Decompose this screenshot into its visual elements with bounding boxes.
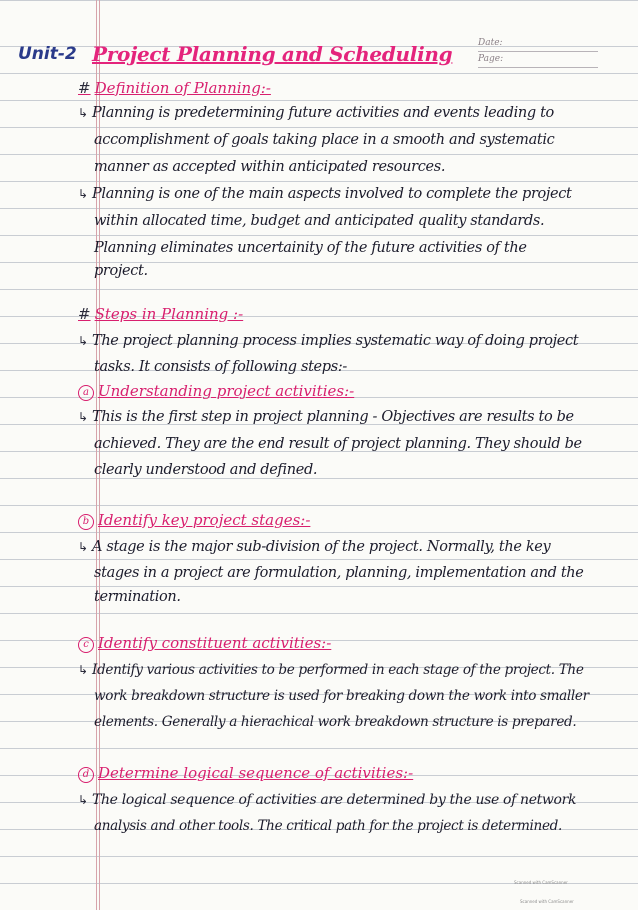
- text-line: [78, 333, 628, 349]
- step-d-heading-text: Determine logical sequence of activities:-: [98, 764, 414, 782]
- scanner-watermark: Scanned with CamScanner: [520, 899, 574, 904]
- line-text: Planning is one of the main aspects involved to complete the project: [92, 186, 572, 202]
- line-text: within allocated time, budget and anticipated quality standards.: [94, 213, 545, 229]
- arrow-bullet-icon: ↳: [78, 540, 88, 554]
- steps-heading: [78, 305, 243, 323]
- line-text: accomplishment of goals taking place in a smooth and systematic: [94, 132, 555, 148]
- line-text: Identify various activities to be performed in each stage of the project. The: [92, 662, 584, 678]
- line-text: manner as accepted within anticipated resources.: [94, 159, 446, 175]
- page-label: Page:: [478, 52, 598, 68]
- line-text: tasks. It consists of following steps:-: [94, 359, 347, 375]
- hash-bullet-icon: #: [78, 79, 91, 97]
- line-text: project.: [94, 263, 148, 279]
- step-d-heading: [78, 764, 413, 783]
- text-line: [78, 539, 628, 555]
- line-text: Planning eliminates uncertainity of the future activities of the: [94, 240, 527, 256]
- arrow-bullet-icon: ↳: [78, 663, 88, 677]
- step-c-heading: [78, 634, 331, 653]
- text-line: [94, 714, 638, 730]
- hash-bullet-icon: #: [78, 305, 91, 323]
- text-line: [78, 792, 628, 808]
- circled-marker-icon: d: [78, 767, 94, 783]
- line-text: achieved. They are the end result of project planning. They should be: [94, 436, 582, 452]
- arrow-bullet-icon: ↳: [78, 410, 88, 424]
- definition-heading-text: Definition of Planning:-: [94, 79, 271, 97]
- line-text: The project planning process implies systematic way of doing project: [92, 333, 579, 349]
- scanner-watermark: Scanned with CamScanner: [514, 880, 568, 885]
- line-text: Planning is predetermining future activities and events leading to: [92, 105, 554, 121]
- line-text: elements. Generally a hierachical work breakdown structure is prepared.: [94, 714, 577, 730]
- arrow-bullet-icon: ↳: [78, 334, 88, 348]
- arrow-bullet-icon: ↳: [78, 106, 88, 120]
- text-line: [94, 359, 638, 375]
- text-line: [94, 132, 638, 148]
- line-text: stages in a project are formulation, planning, implementation and the: [94, 565, 584, 581]
- line-text: termination.: [94, 589, 181, 605]
- line-text: work breakdown structure is used for breaking down the work into smaller: [94, 688, 589, 704]
- text-line: [94, 263, 638, 279]
- step-b-heading: [78, 511, 310, 530]
- text-line: [78, 409, 628, 425]
- line-text: A stage is the major sub-division of the project. Normally, the key: [92, 539, 551, 555]
- step-a-heading-text: Understanding project activities:-: [98, 382, 355, 400]
- text-line: [78, 662, 628, 678]
- unit-label: Unit-2: [18, 44, 77, 64]
- circled-marker-icon: a: [78, 385, 94, 401]
- text-line: [94, 240, 638, 256]
- text-line: [94, 565, 638, 581]
- circled-marker-icon: c: [78, 637, 94, 653]
- step-a-heading: [78, 382, 354, 401]
- line-text: analysis and other tools. The critical path for the project is determined.: [94, 818, 562, 834]
- text-line: [78, 186, 628, 202]
- line-text: The logical sequence of activities are determined by the use of network: [92, 792, 577, 808]
- text-line: [94, 818, 638, 834]
- text-line: [94, 159, 638, 175]
- date-page-box: [478, 36, 598, 68]
- arrow-bullet-icon: ↳: [78, 793, 88, 807]
- definition-heading: [78, 79, 271, 97]
- step-c-heading-text: Identify constituent activities:-: [98, 634, 332, 652]
- steps-heading-text: Steps in Planning :-: [94, 305, 244, 323]
- text-line: [94, 462, 638, 478]
- text-line: [94, 589, 638, 605]
- line-text: This is the first step in project planning - Objectives are results to be: [92, 409, 574, 425]
- text-line: [94, 688, 638, 704]
- text-line: [94, 213, 638, 229]
- line-text: clearly understood and defined.: [94, 462, 318, 478]
- date-label: Date:: [478, 36, 598, 52]
- text-line: [94, 436, 638, 452]
- step-b-heading-text: Identify key project stages:-: [98, 511, 311, 529]
- page-title: Project Planning and Scheduling: [92, 42, 453, 66]
- arrow-bullet-icon: ↳: [78, 187, 88, 201]
- circled-marker-icon: b: [78, 514, 94, 530]
- text-line: [78, 105, 628, 121]
